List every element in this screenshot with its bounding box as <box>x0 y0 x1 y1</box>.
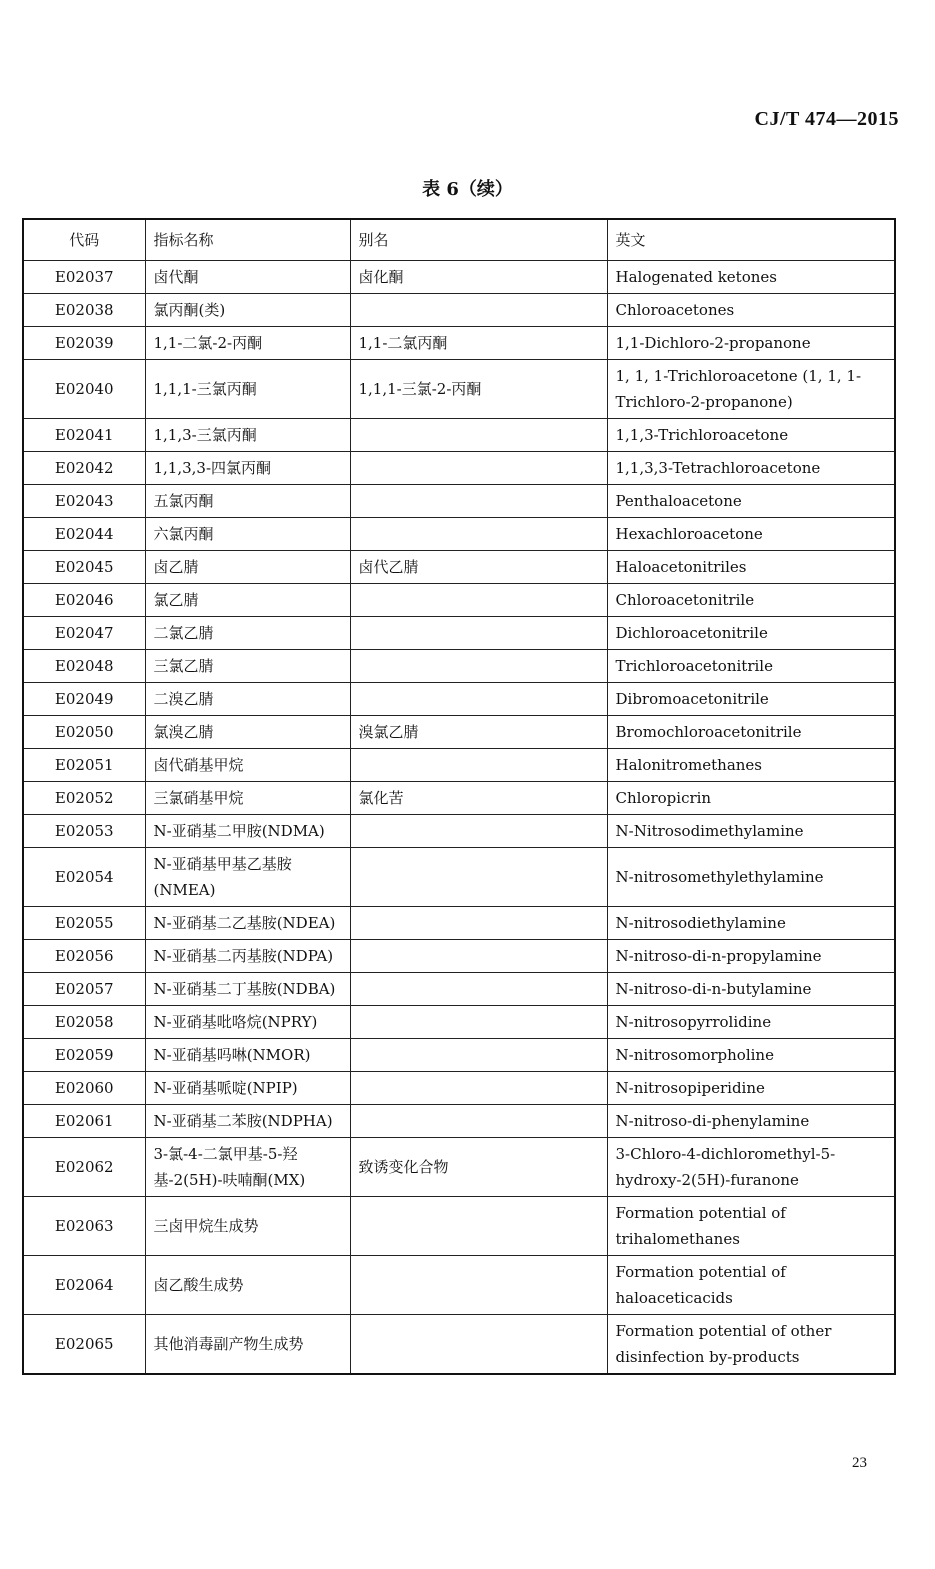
cell-code: E02054 <box>23 848 145 907</box>
cell-alias <box>350 749 607 782</box>
table-row <box>23 716 895 749</box>
cell-english: N-nitrosomorpholine <box>607 1039 895 1072</box>
cell-english: N-nitroso-di-n-propylamine <box>607 940 895 973</box>
cell-code: E02039 <box>23 327 145 360</box>
cell-name: 卤代硝基甲烷 <box>145 749 350 782</box>
table-row <box>23 1006 895 1039</box>
page-number: 23 <box>852 1455 867 1471</box>
cell-english: Formation potential of trihalomethanes <box>607 1197 895 1256</box>
cell-alias <box>350 815 607 848</box>
cell-english: Trichloroacetonitrile <box>607 650 895 683</box>
indicator-table <box>22 218 896 1375</box>
cell-english: Chloroacetonitrile <box>607 584 895 617</box>
table-row <box>23 683 895 716</box>
cell-alias <box>350 1197 607 1256</box>
column-header-alias: 别名 <box>350 219 607 261</box>
cell-english: 1,1,3-Trichloroacetone <box>607 419 895 452</box>
cell-name: 二溴乙腈 <box>145 683 350 716</box>
column-header-english: 英文 <box>607 219 895 261</box>
cell-code: E02059 <box>23 1039 145 1072</box>
cell-english: N-nitroso-di-n-butylamine <box>607 973 895 1006</box>
table-row <box>23 1105 895 1138</box>
table-row <box>23 360 895 419</box>
cell-name: 卤代酮 <box>145 261 350 294</box>
cell-name: N-亚硝基二丙基胺(NDPA) <box>145 940 350 973</box>
cell-english: Haloacetonitriles <box>607 551 895 584</box>
table-title: 表 6（续） <box>422 179 513 200</box>
cell-name: 三氯硝基甲烷 <box>145 782 350 815</box>
cell-code: E02050 <box>23 716 145 749</box>
cell-alias <box>350 584 607 617</box>
table-row <box>23 261 895 294</box>
cell-alias: 卤化酮 <box>350 261 607 294</box>
cell-alias <box>350 940 607 973</box>
cell-alias: 1,1,1-三氯-2-丙酮 <box>350 360 607 419</box>
cell-name: 六氯丙酮 <box>145 518 350 551</box>
cell-name: 二氯乙腈 <box>145 617 350 650</box>
cell-english: N-Nitrosodimethylamine <box>607 815 895 848</box>
cell-alias <box>350 485 607 518</box>
cell-code: E02045 <box>23 551 145 584</box>
table-row <box>23 907 895 940</box>
table-row <box>23 782 895 815</box>
table-row <box>23 518 895 551</box>
cell-name: N-亚硝基吗啉(NMOR) <box>145 1039 350 1072</box>
cell-name: 三卤甲烷生成势 <box>145 1197 350 1256</box>
cell-code: E02057 <box>23 973 145 1006</box>
cell-code: E02064 <box>23 1256 145 1315</box>
cell-english: N-nitrosopiperidine <box>607 1072 895 1105</box>
cell-alias <box>350 294 607 327</box>
cell-english: 1, 1, 1-Trichloroacetone (1, 1, 1-Trichloro-2-propanone) <box>607 360 895 419</box>
cell-name: N-亚硝基二丁基胺(NDBA) <box>145 973 350 1006</box>
table-row <box>23 584 895 617</box>
cell-alias: 溴氯乙腈 <box>350 716 607 749</box>
cell-code: E02049 <box>23 683 145 716</box>
cell-name: N-亚硝基二苯胺(NDPHA) <box>145 1105 350 1138</box>
table-row <box>23 973 895 1006</box>
column-header-name: 指标名称 <box>145 219 350 261</box>
cell-english: Formation potential of other disinfection by-products <box>607 1315 895 1375</box>
cell-name: N-亚硝基哌啶(NPIP) <box>145 1072 350 1105</box>
cell-code: E02061 <box>23 1105 145 1138</box>
cell-code: E02041 <box>23 419 145 452</box>
cell-alias: 致诱变化合物 <box>350 1138 607 1197</box>
cell-name: 五氯丙酮 <box>145 485 350 518</box>
cell-code: E02044 <box>23 518 145 551</box>
cell-alias <box>350 452 607 485</box>
cell-english: Formation potential of haloaceticacids <box>607 1256 895 1315</box>
cell-code: E02051 <box>23 749 145 782</box>
cell-english: Dichloroacetonitrile <box>607 617 895 650</box>
cell-code: E02056 <box>23 940 145 973</box>
cell-alias: 1,1-二氯丙酮 <box>350 327 607 360</box>
cell-english: Halonitromethanes <box>607 749 895 782</box>
cell-english: 1,1-Dichloro-2-propanone <box>607 327 895 360</box>
cell-alias <box>350 1006 607 1039</box>
cell-code: E02046 <box>23 584 145 617</box>
table-row <box>23 1197 895 1256</box>
cell-name: 卤乙酸生成势 <box>145 1256 350 1315</box>
cell-alias <box>350 650 607 683</box>
cell-code: E02065 <box>23 1315 145 1375</box>
cell-alias: 卤代乙腈 <box>350 551 607 584</box>
cell-alias <box>350 907 607 940</box>
table-row <box>23 940 895 973</box>
cell-name: 氯丙酮(类) <box>145 294 350 327</box>
table-row <box>23 294 895 327</box>
cell-alias: 氯化苦 <box>350 782 607 815</box>
cell-name: N-亚硝基吡咯烷(NPRY) <box>145 1006 350 1039</box>
cell-code: E02048 <box>23 650 145 683</box>
cell-alias <box>350 419 607 452</box>
cell-code: E02038 <box>23 294 145 327</box>
cell-name: 3-氯-4-二氯甲基-5-羟基-2(5H)-呋喃酮(MX) <box>145 1138 350 1197</box>
cell-name: 卤乙腈 <box>145 551 350 584</box>
cell-english: Halogenated ketones <box>607 261 895 294</box>
table-row <box>23 1256 895 1315</box>
cell-name: 1,1-二氯-2-丙酮 <box>145 327 350 360</box>
table-row <box>23 617 895 650</box>
table-body <box>23 261 895 1375</box>
cell-english: Bromochloroacetonitrile <box>607 716 895 749</box>
cell-code: E02047 <box>23 617 145 650</box>
cell-english: Penthaloacetone <box>607 485 895 518</box>
cell-name: 三氯乙腈 <box>145 650 350 683</box>
cell-name: 氯乙腈 <box>145 584 350 617</box>
cell-code: E02043 <box>23 485 145 518</box>
cell-alias <box>350 1256 607 1315</box>
cell-code: E02053 <box>23 815 145 848</box>
table-row <box>23 815 895 848</box>
cell-alias <box>350 1072 607 1105</box>
table-row <box>23 1039 895 1072</box>
table-row <box>23 1138 895 1197</box>
cell-code: E02063 <box>23 1197 145 1256</box>
cell-name: 氯溴乙腈 <box>145 716 350 749</box>
table-row <box>23 1315 895 1375</box>
cell-alias <box>350 683 607 716</box>
cell-code: E02058 <box>23 1006 145 1039</box>
cell-english: Chloroacetones <box>607 294 895 327</box>
cell-english: Hexachloroacetone <box>607 518 895 551</box>
cell-name: N-亚硝基甲基乙基胺(NMEA) <box>145 848 350 907</box>
cell-english: Dibromoacetonitrile <box>607 683 895 716</box>
cell-english: N-nitrosopyrrolidine <box>607 1006 895 1039</box>
cell-code: E02055 <box>23 907 145 940</box>
cell-code: E02060 <box>23 1072 145 1105</box>
table-header-row <box>23 219 895 261</box>
table-row <box>23 650 895 683</box>
cell-alias <box>350 848 607 907</box>
cell-alias <box>350 973 607 1006</box>
cell-alias <box>350 617 607 650</box>
cell-alias <box>350 1315 607 1375</box>
cell-code: E02042 <box>23 452 145 485</box>
table-row <box>23 485 895 518</box>
table-row <box>23 419 895 452</box>
cell-english: 1,1,3,3-Tetrachloroacetone <box>607 452 895 485</box>
cell-name: 1,1,3,3-四氯丙酮 <box>145 452 350 485</box>
cell-code: E02052 <box>23 782 145 815</box>
cell-name: 其他消毒副产物生成势 <box>145 1315 350 1375</box>
cell-code: E02037 <box>23 261 145 294</box>
table-row <box>23 551 895 584</box>
standard-code: CJ/T 474—2015 <box>754 108 899 130</box>
cell-english: Chloropicrin <box>607 782 895 815</box>
cell-name: 1,1,3-三氯丙酮 <box>145 419 350 452</box>
cell-alias <box>350 518 607 551</box>
cell-english: N-nitrosomethylethylamine <box>607 848 895 907</box>
cell-english: N-nitroso-di-phenylamine <box>607 1105 895 1138</box>
cell-name: N-亚硝基二乙基胺(NDEA) <box>145 907 350 940</box>
cell-code: E02040 <box>23 360 145 419</box>
table-row <box>23 327 895 360</box>
cell-alias <box>350 1105 607 1138</box>
table-row <box>23 1072 895 1105</box>
cell-name: 1,1,1-三氯丙酮 <box>145 360 350 419</box>
table-row <box>23 749 895 782</box>
table-row <box>23 452 895 485</box>
table-row <box>23 848 895 907</box>
cell-code: E02062 <box>23 1138 145 1197</box>
cell-name: N-亚硝基二甲胺(NDMA) <box>145 815 350 848</box>
cell-english: 3-Chloro-4-dichloromethyl-5-hydroxy-2(5H)-furanone <box>607 1138 895 1197</box>
cell-english: N-nitrosodiethylamine <box>607 907 895 940</box>
column-header-code: 代码 <box>23 219 145 261</box>
cell-alias <box>350 1039 607 1072</box>
